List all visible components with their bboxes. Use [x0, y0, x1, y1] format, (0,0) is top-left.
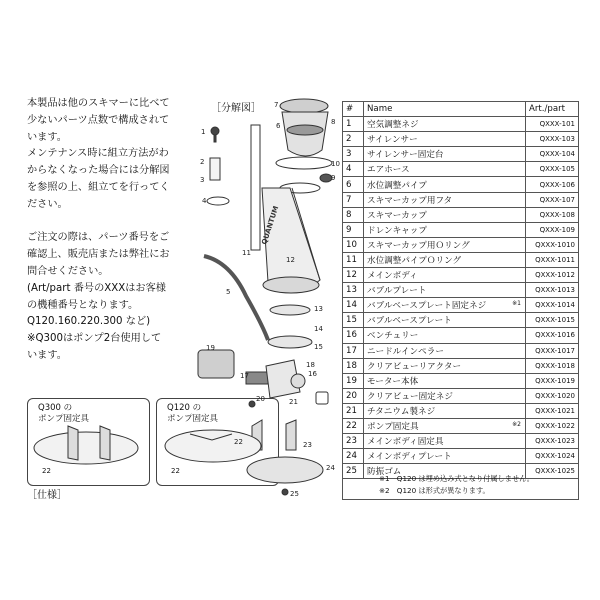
- table-row: [343, 298, 579, 313]
- table-row: [343, 268, 579, 283]
- part-no: 17: [343, 343, 364, 358]
- part-code: QXXX-1022: [526, 418, 579, 433]
- diagram-number: 24: [326, 464, 335, 472]
- venturi: [291, 374, 305, 388]
- title-line: Q120 の: [167, 403, 202, 413]
- intro-line: ご注文の際は、パーツ番号をご: [27, 232, 170, 244]
- diagram-number: 11: [242, 249, 251, 257]
- table-row: [343, 283, 579, 298]
- intro-line: います。: [27, 131, 67, 143]
- cup-lid: [280, 99, 328, 113]
- part-no: 20: [343, 388, 364, 403]
- diagram-number: 16: [308, 370, 317, 378]
- diagram-number: 20: [256, 395, 265, 403]
- adjust-screw: [211, 127, 219, 135]
- intro-line: ださい。: [27, 198, 68, 210]
- diagram-number: 14: [314, 325, 323, 333]
- footnote-1: ※1 Q120 は埋め込み式となり付属しません。: [379, 474, 534, 483]
- table-row: [343, 358, 579, 373]
- part-name: メインボディプレート: [367, 452, 452, 463]
- part-no: 22: [343, 418, 364, 433]
- header-no: #: [343, 102, 364, 117]
- part-no: 16: [343, 328, 364, 343]
- diagram-number: 10: [331, 160, 340, 168]
- table-row: [343, 162, 579, 177]
- table-row: [343, 328, 579, 343]
- diagram-number: 17: [240, 372, 249, 380]
- part-name: 水位調整パイプＯリング: [367, 255, 462, 266]
- cup-oring: [276, 157, 332, 169]
- diagram-number: 21: [289, 398, 298, 406]
- part-no: 18: [343, 358, 364, 373]
- silencer: [210, 158, 220, 180]
- intro-line: の機種番号となります。: [27, 299, 139, 311]
- part-code: QXXX-108: [526, 207, 579, 222]
- part-name: チタニウム製ネジ: [367, 406, 436, 417]
- intro-line: メンテナンス時に組立方法がわ: [27, 148, 169, 160]
- part-code: QXXX-1023: [526, 434, 579, 449]
- part-no: 19: [343, 373, 364, 388]
- part-no: 7: [343, 192, 364, 207]
- diagram-number: 23: [303, 441, 312, 449]
- part-name: スキマーカップ用Ｏリング: [367, 240, 470, 251]
- table-row: [343, 434, 579, 449]
- part-code: QXXX-1015: [526, 313, 579, 328]
- part-name: ポンプ固定具: [367, 422, 419, 433]
- table-row: [343, 418, 579, 433]
- part-code: QXXX-1019: [526, 373, 579, 388]
- diagram-number: 3: [200, 176, 205, 184]
- diagram-number: 12: [286, 256, 295, 264]
- part-name: 水位調整パイプ: [367, 180, 427, 191]
- part-note: ※2: [512, 420, 521, 428]
- part-code: QXXX-109: [526, 222, 579, 237]
- table-row: [343, 388, 579, 403]
- diagram-number: 2: [200, 158, 205, 166]
- part-no: 21: [343, 403, 364, 418]
- intro-line: 問合せください。: [27, 265, 109, 277]
- footnote-2: ※2 Q120 は形式が異なります。: [379, 486, 490, 495]
- part-code: QXXX-1024: [526, 449, 579, 464]
- part-name: ベンチュリー: [367, 331, 419, 342]
- intro-line: Q120.160.220.300 など): [27, 316, 151, 328]
- part-no: 10: [343, 237, 364, 252]
- bubble-base-plate: [268, 336, 312, 348]
- part-name: 空気調整ネジ: [367, 120, 419, 131]
- part-no: 23: [343, 434, 364, 449]
- part-code: QXXX-1018: [526, 358, 579, 373]
- title-line: ポンプ固定具: [38, 414, 90, 424]
- part-no: 9: [343, 222, 364, 237]
- part-name: エアホース: [367, 165, 410, 176]
- part-no: 25: [343, 464, 364, 479]
- part-no: 14: [343, 298, 364, 313]
- part-no: 24: [343, 449, 364, 464]
- part-code: QXXX-107: [526, 192, 579, 207]
- diagram-number: 15: [314, 343, 323, 351]
- pump-bracket-q300-number: 22: [42, 467, 51, 475]
- table-row: [343, 207, 579, 222]
- header-code: Art./part: [526, 102, 579, 117]
- diagram-number: 9: [331, 174, 336, 182]
- intro-line: (Art/part 番号のXXXはお客様: [27, 282, 166, 294]
- table-row: [343, 252, 579, 267]
- part-code: QXXX-1011: [526, 252, 579, 267]
- table-row: [343, 237, 579, 252]
- part-no: 3: [343, 147, 364, 162]
- part-no: 8: [343, 207, 364, 222]
- part-name: クリアビュー固定ネジ: [367, 391, 453, 402]
- table-row: [343, 373, 579, 388]
- intro-line: 少ないパーツ点数で構成されて: [27, 114, 170, 126]
- part-no: 13: [343, 283, 364, 298]
- title-line: Q300 の: [38, 403, 73, 413]
- part-no: 6: [343, 177, 364, 192]
- part-name: ドレンキャップ: [367, 225, 427, 236]
- table-row: [343, 222, 579, 237]
- needle-impeller: [246, 372, 268, 384]
- table-row: [343, 343, 579, 358]
- part-code: QXXX-1014: [526, 298, 579, 313]
- header-name: Name: [364, 102, 526, 117]
- table-row: [343, 147, 579, 162]
- part-code: QXXX-1021: [526, 403, 579, 418]
- part-code: QXXX-103: [526, 132, 579, 147]
- water-level-pipe: [251, 125, 260, 250]
- parts-table: [342, 101, 579, 479]
- table-row: [343, 403, 579, 418]
- table-row: [343, 449, 579, 464]
- part-name: 防振ゴム: [367, 467, 402, 478]
- part-code: QXXX-1025: [526, 464, 579, 479]
- part-code: QXXX-1017: [526, 343, 579, 358]
- table-header-row: [343, 102, 579, 117]
- part-code: QXXX-1016: [526, 328, 579, 343]
- part-note: ※1: [512, 300, 521, 308]
- part-no: 2: [343, 132, 364, 147]
- diagram-number: 5: [226, 288, 231, 296]
- part-name: スキマーカップ: [367, 210, 427, 221]
- part-name: メインボディ固定具: [367, 437, 444, 448]
- main-body: [262, 188, 320, 291]
- part-no: 15: [343, 313, 364, 328]
- part-no: 1: [343, 117, 364, 132]
- table-row: [343, 192, 579, 207]
- diagram-heading: ［分解図］: [211, 103, 261, 114]
- title-line: ポンプ固定具: [167, 414, 219, 424]
- table-row: [343, 117, 579, 132]
- part-name: バブルプレート: [367, 286, 427, 297]
- part-no: 12: [343, 268, 364, 283]
- brand-logo: QUANTUM: [260, 204, 281, 246]
- part-name: サイレンサー: [367, 135, 418, 146]
- rubber-foot: [282, 489, 288, 495]
- part-name: ニードルインペラー: [367, 346, 444, 357]
- table-row: [343, 177, 579, 192]
- part-no: 11: [343, 252, 364, 267]
- diagram-number: 25: [290, 490, 299, 498]
- silencer-base: [207, 197, 229, 205]
- diagram-number: 18: [306, 361, 315, 369]
- main-body-plate: [247, 457, 323, 483]
- spec-heading: ［仕様］: [27, 490, 67, 501]
- part-name: サイレンサー固定台: [367, 150, 444, 161]
- part-code: QXXX-101: [526, 117, 579, 132]
- part-code: QXXX-104: [526, 147, 579, 162]
- intro-line: 確認上、販売店または弊社にお: [27, 249, 170, 261]
- part-name: モーター本体: [367, 376, 419, 387]
- part-name: メインボディ: [367, 271, 418, 282]
- diagram-number: 13: [314, 305, 323, 313]
- part-code: QXXX-1013: [526, 283, 579, 298]
- part-name: バブルベースプレート固定ネジ: [367, 301, 487, 312]
- diagram-number: 1: [201, 128, 206, 136]
- part-name: クリアビューリアクター: [367, 361, 462, 372]
- motor: [198, 350, 234, 378]
- diagram-number: 4: [202, 197, 207, 205]
- diagram-number: 22: [234, 438, 243, 446]
- diagram-number: 19: [206, 344, 215, 352]
- part-code: QXXX-106: [526, 177, 579, 192]
- intro-line: 本製品は他のスキマーに比べて: [27, 98, 170, 109]
- intro-line: います。: [27, 349, 67, 361]
- part-name: スキマーカップ用フタ: [367, 195, 453, 206]
- part-code: QXXX-1010: [526, 237, 579, 252]
- diagram-number: 7: [274, 101, 279, 109]
- air-hose: [204, 256, 268, 340]
- diagram-number: 6: [276, 122, 281, 130]
- part-code: QXXX-1012: [526, 268, 579, 283]
- part-no: 4: [343, 162, 364, 177]
- part-code: QXXX-1020: [526, 388, 579, 403]
- pump-bracket-q120-number: 22: [171, 467, 180, 475]
- table-row: [343, 313, 579, 328]
- intro-line: を参照の上、組立てを行ってく: [27, 181, 170, 193]
- intro-line: からなくなった場合には分解図: [27, 165, 170, 177]
- intro-line: ※Q300はポンプ2台使用して: [27, 333, 162, 345]
- part-code: QXXX-105: [526, 162, 579, 177]
- footnotes: [342, 471, 579, 500]
- part-name: バブルベースプレート: [367, 316, 452, 327]
- bubble-plate: [270, 305, 310, 315]
- table-row: [343, 132, 579, 147]
- diagram-number: 8: [331, 118, 336, 126]
